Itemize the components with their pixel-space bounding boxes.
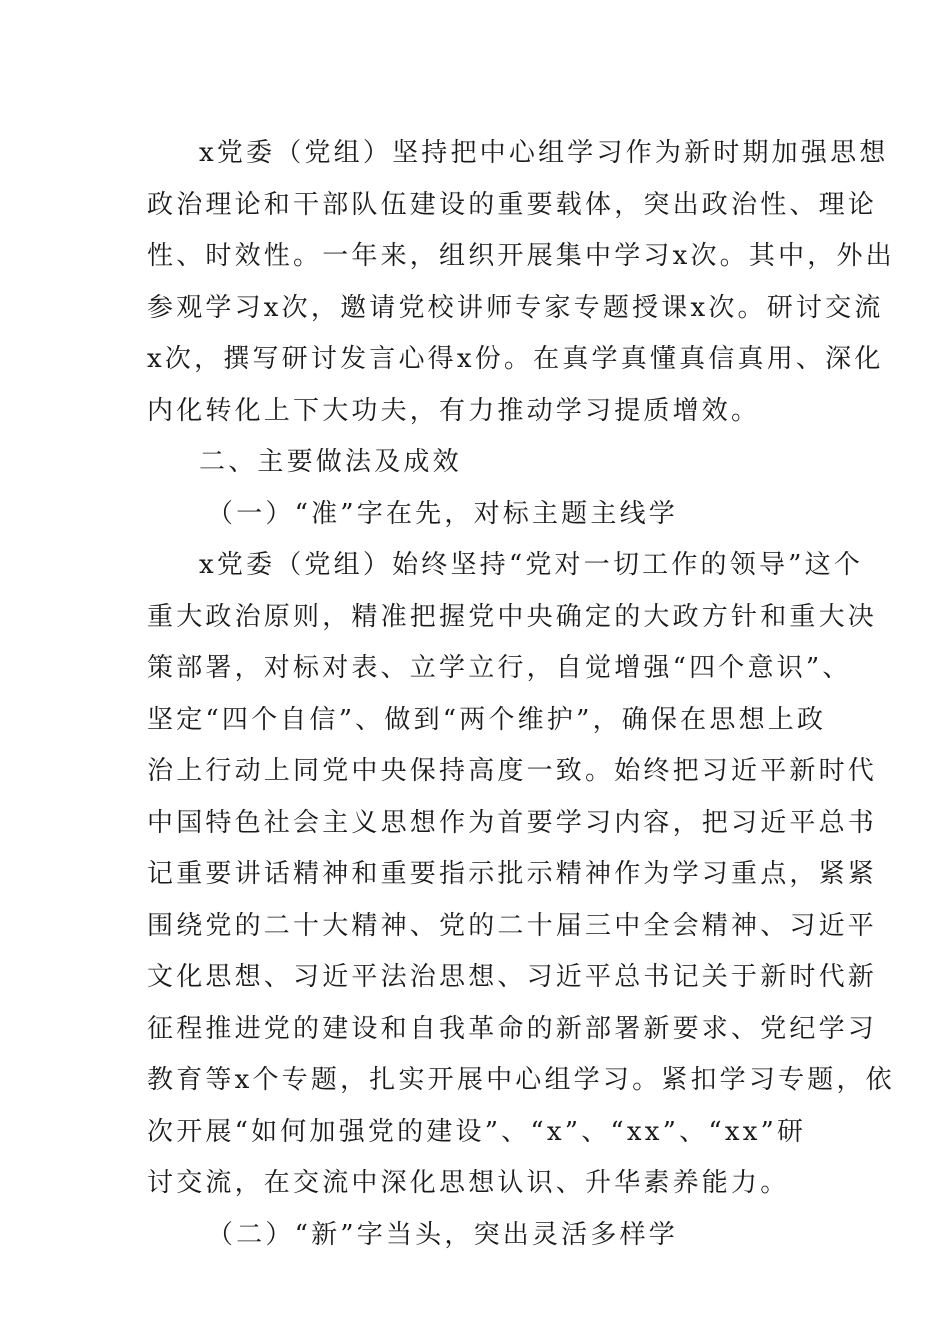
paragraph-1-line-3: 性、时效性。一年来，组织开展集中学习x次。其中，外出 [147, 241, 895, 271]
document-body [147, 128, 895, 1261]
paragraph-2-line-5: 治上行动上同党中央保持高度一致。始终把习近平新时代 [147, 756, 878, 786]
paragraph-1-line-1: x党委（党组）坚持把中心组学习作为新时期加强思想 [199, 138, 889, 168]
paragraph-1-line-6: 内化转化上下大功夫，有力推动学习提质增效。 [147, 395, 761, 426]
paragraph-2-line-13: 讨交流，在交流中深化思想认识、升华素养能力。 [147, 1168, 790, 1198]
paragraph-2-line-9: 文化思想、习近平法治思想、习近平总书记关于新时代新 [147, 962, 878, 992]
paragraph-2-line-6: 中国特色社会主义思想作为首要学习内容，把习近平总书 [147, 807, 878, 838]
section-heading: 二、主要做法及成效 [199, 447, 462, 477]
paragraph-2-line-2: 重大政治原则，精准把握党中央确定的大政方针和重大决 [147, 601, 878, 632]
paragraph-2-line-7: 记重要讲话精神和重要指示批示精神作为学习重点，紧紧 [147, 859, 878, 889]
subsection-heading-2: （二）“新”字当头，突出灵活多样学 [207, 1219, 678, 1250]
paragraph-2-line-11: 教育等x个专题，扎实开展中心组学习。紧扣学习专题，依 [147, 1065, 895, 1095]
paragraph-2-line-8: 围绕党的二十大精神、党的二十届三中全会精神、习近平 [147, 910, 878, 941]
paragraph-2-line-1: x党委（党组）始终坚持“党对一切工作的领导”这个 [199, 550, 864, 580]
subsection-heading-1: （一）“准”字在先，对标主题主线学 [207, 498, 678, 529]
paragraph-1-line-4: 参观学习x次，邀请党校讲师专家专题授课x次。研讨交流 [147, 292, 884, 323]
paragraph-2-line-12: 次开展“如何加强党的建设”、“x”、“xx”、“xx”研 [147, 1116, 807, 1147]
paragraph-2-line-10: 征程推进党的建设和自我革命的新部署新要求、党纪学习 [147, 1013, 878, 1044]
paragraph-2-line-3: 策部署，对标对表、立学立行，自觉增强“四个意识”、 [147, 653, 852, 683]
paragraph-2-line-4: 坚定“四个自信”、做到“两个维护”，确保在思想上政 [147, 704, 827, 735]
paragraph-1-line-5: x次，撰写研讨发言心得x份。在真学真懂真信真用、深化 [147, 344, 884, 374]
paragraph-1-line-2: 政治理论和干部队伍建设的重要载体，突出政治性、理论 [147, 189, 878, 220]
